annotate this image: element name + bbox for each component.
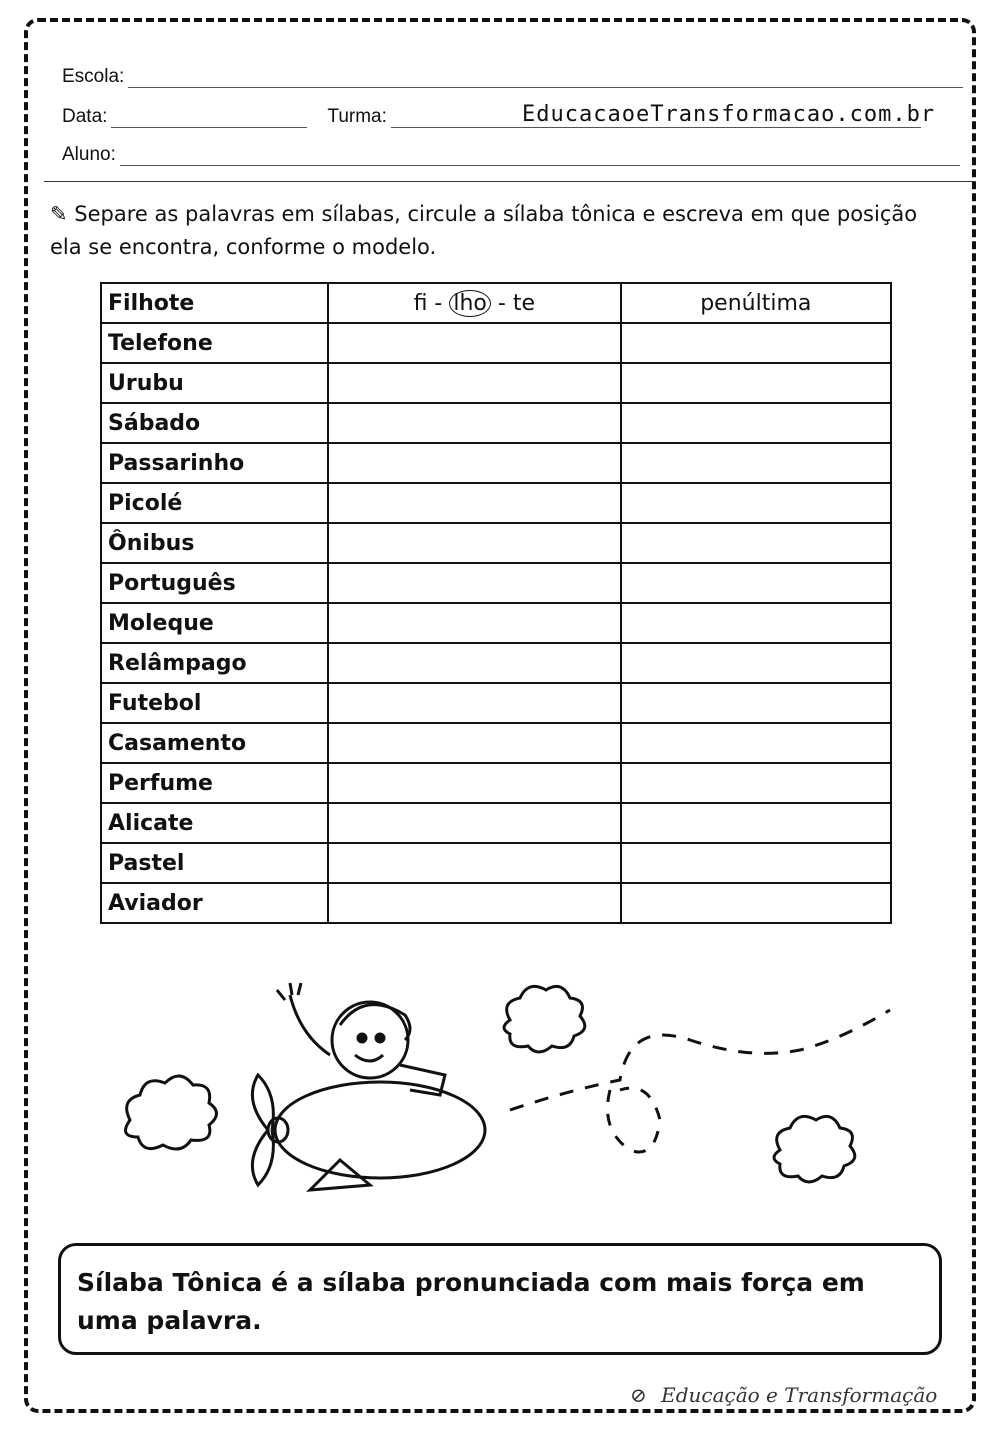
- header-separator: [44, 181, 974, 182]
- boy-cap: [340, 1005, 410, 1040]
- syllables-answer-cell[interactable]: [328, 523, 621, 563]
- syllables-answer-cell[interactable]: [328, 403, 621, 443]
- word-cell: Moleque: [101, 603, 328, 643]
- position-answer-cell[interactable]: [621, 843, 891, 883]
- table-row: [101, 883, 891, 923]
- airplane-illustration: [100, 980, 920, 1210]
- position-answer-cell[interactable]: [621, 403, 891, 443]
- example-syllables: [328, 283, 621, 323]
- class-label: Turma:: [327, 106, 387, 127]
- dashed-trail: [510, 1010, 890, 1110]
- position-answer-cell[interactable]: [621, 803, 891, 843]
- syllables-answer-cell[interactable]: [328, 443, 621, 483]
- position-answer-cell[interactable]: [621, 723, 891, 763]
- syllables-answer-cell[interactable]: [328, 563, 621, 603]
- syllable-before: fi -: [413, 290, 443, 316]
- table-row: [101, 843, 891, 883]
- waving-arm: [277, 983, 330, 1055]
- date-label: Data:: [62, 106, 108, 127]
- word-cell: Futebol: [101, 683, 328, 723]
- footer-text: Educação e Transformação: [661, 1383, 938, 1407]
- word-cell: Telefone: [101, 323, 328, 363]
- position-answer-cell[interactable]: [621, 483, 891, 523]
- word-cell: Urubu: [101, 363, 328, 403]
- syllables-answer-cell[interactable]: [328, 363, 621, 403]
- syllables-answer-cell[interactable]: [328, 483, 621, 523]
- syllables-answer-cell[interactable]: [328, 643, 621, 683]
- table-row: [101, 323, 891, 363]
- word-cell: Sábado: [101, 403, 328, 443]
- table-row: [101, 643, 891, 683]
- plane-body: [275, 1082, 485, 1178]
- school-field[interactable]: [128, 86, 963, 88]
- syllables-answer-cell[interactable]: [328, 803, 621, 843]
- position-answer-cell[interactable]: [621, 643, 891, 683]
- position-answer-cell[interactable]: [621, 443, 891, 483]
- syllables-answer-cell[interactable]: [328, 603, 621, 643]
- syllables-answer-cell[interactable]: [328, 843, 621, 883]
- position-answer-cell[interactable]: [621, 683, 891, 723]
- table-row: [101, 603, 891, 643]
- position-answer-cell[interactable]: [621, 563, 891, 603]
- table-row: [101, 683, 891, 723]
- word-cell: Alicate: [101, 803, 328, 843]
- position-answer-cell[interactable]: [621, 323, 891, 363]
- student-label: Aluno:: [62, 144, 116, 165]
- footer-brand: [630, 1383, 937, 1407]
- syllable-table: [100, 282, 892, 924]
- word-cell: Relâmpago: [101, 643, 328, 683]
- syllables-answer-cell[interactable]: [328, 683, 621, 723]
- tonic-syllable-circled: lho: [449, 290, 491, 317]
- syllables-answer-cell[interactable]: [328, 763, 621, 803]
- table-row: [101, 523, 891, 563]
- table-row-example: [101, 283, 891, 323]
- syllables-answer-cell[interactable]: [328, 723, 621, 763]
- position-answer-cell[interactable]: [621, 883, 891, 923]
- date-field[interactable]: [111, 126, 307, 128]
- student-field[interactable]: [120, 164, 960, 166]
- position-answer-cell[interactable]: [621, 763, 891, 803]
- word-cell: Picolé: [101, 483, 328, 523]
- table-row: [101, 403, 891, 443]
- position-answer-cell[interactable]: [621, 363, 891, 403]
- word-cell: Casamento: [101, 723, 328, 763]
- word-cell: Ônibus: [101, 523, 328, 563]
- position-answer-cell[interactable]: [621, 603, 891, 643]
- school-label: Escola:: [62, 66, 125, 87]
- definition-box: [58, 1243, 942, 1355]
- site-url: EducacaoeTransformacao.com.br: [522, 102, 936, 127]
- syllable-after: - te: [497, 290, 535, 316]
- table-row: [101, 443, 891, 483]
- boy-head: [332, 1002, 408, 1078]
- position-answer-cell[interactable]: [621, 523, 891, 563]
- word-cell: Pastel: [101, 843, 328, 883]
- syllables-answer-cell[interactable]: [328, 883, 621, 923]
- syllables-answer-cell[interactable]: [328, 323, 621, 363]
- word-cell: Português: [101, 563, 328, 603]
- cloud-icon: [504, 986, 585, 1052]
- word-cell: Perfume: [101, 763, 328, 803]
- propeller-icon: [252, 1075, 273, 1185]
- example-word: Filhote: [101, 283, 328, 323]
- table-row: [101, 803, 891, 843]
- table-row: [101, 723, 891, 763]
- cloud-icon: [774, 1116, 855, 1182]
- pencil-icon: ✎: [50, 202, 68, 226]
- instruction-text: Separe as palavras em sílabas, circule a sílaba tônica e escreva em que posição ela se encontra, conforme o modelo.: [50, 202, 918, 259]
- table-row: [101, 763, 891, 803]
- definition-text: Sílaba Tônica é a sílaba pronunciada com mais força em uma palavra.: [77, 1268, 865, 1335]
- cloud-icon: [126, 1076, 217, 1149]
- table-row: [101, 563, 891, 603]
- word-cell: Aviador: [101, 883, 328, 923]
- example-position: penúltima: [621, 283, 891, 323]
- table-row: [101, 363, 891, 403]
- orbit-logo-icon: ⊘: [630, 1383, 647, 1407]
- table-row: [101, 483, 891, 523]
- instruction: [50, 198, 950, 264]
- word-cell: Passarinho: [101, 443, 328, 483]
